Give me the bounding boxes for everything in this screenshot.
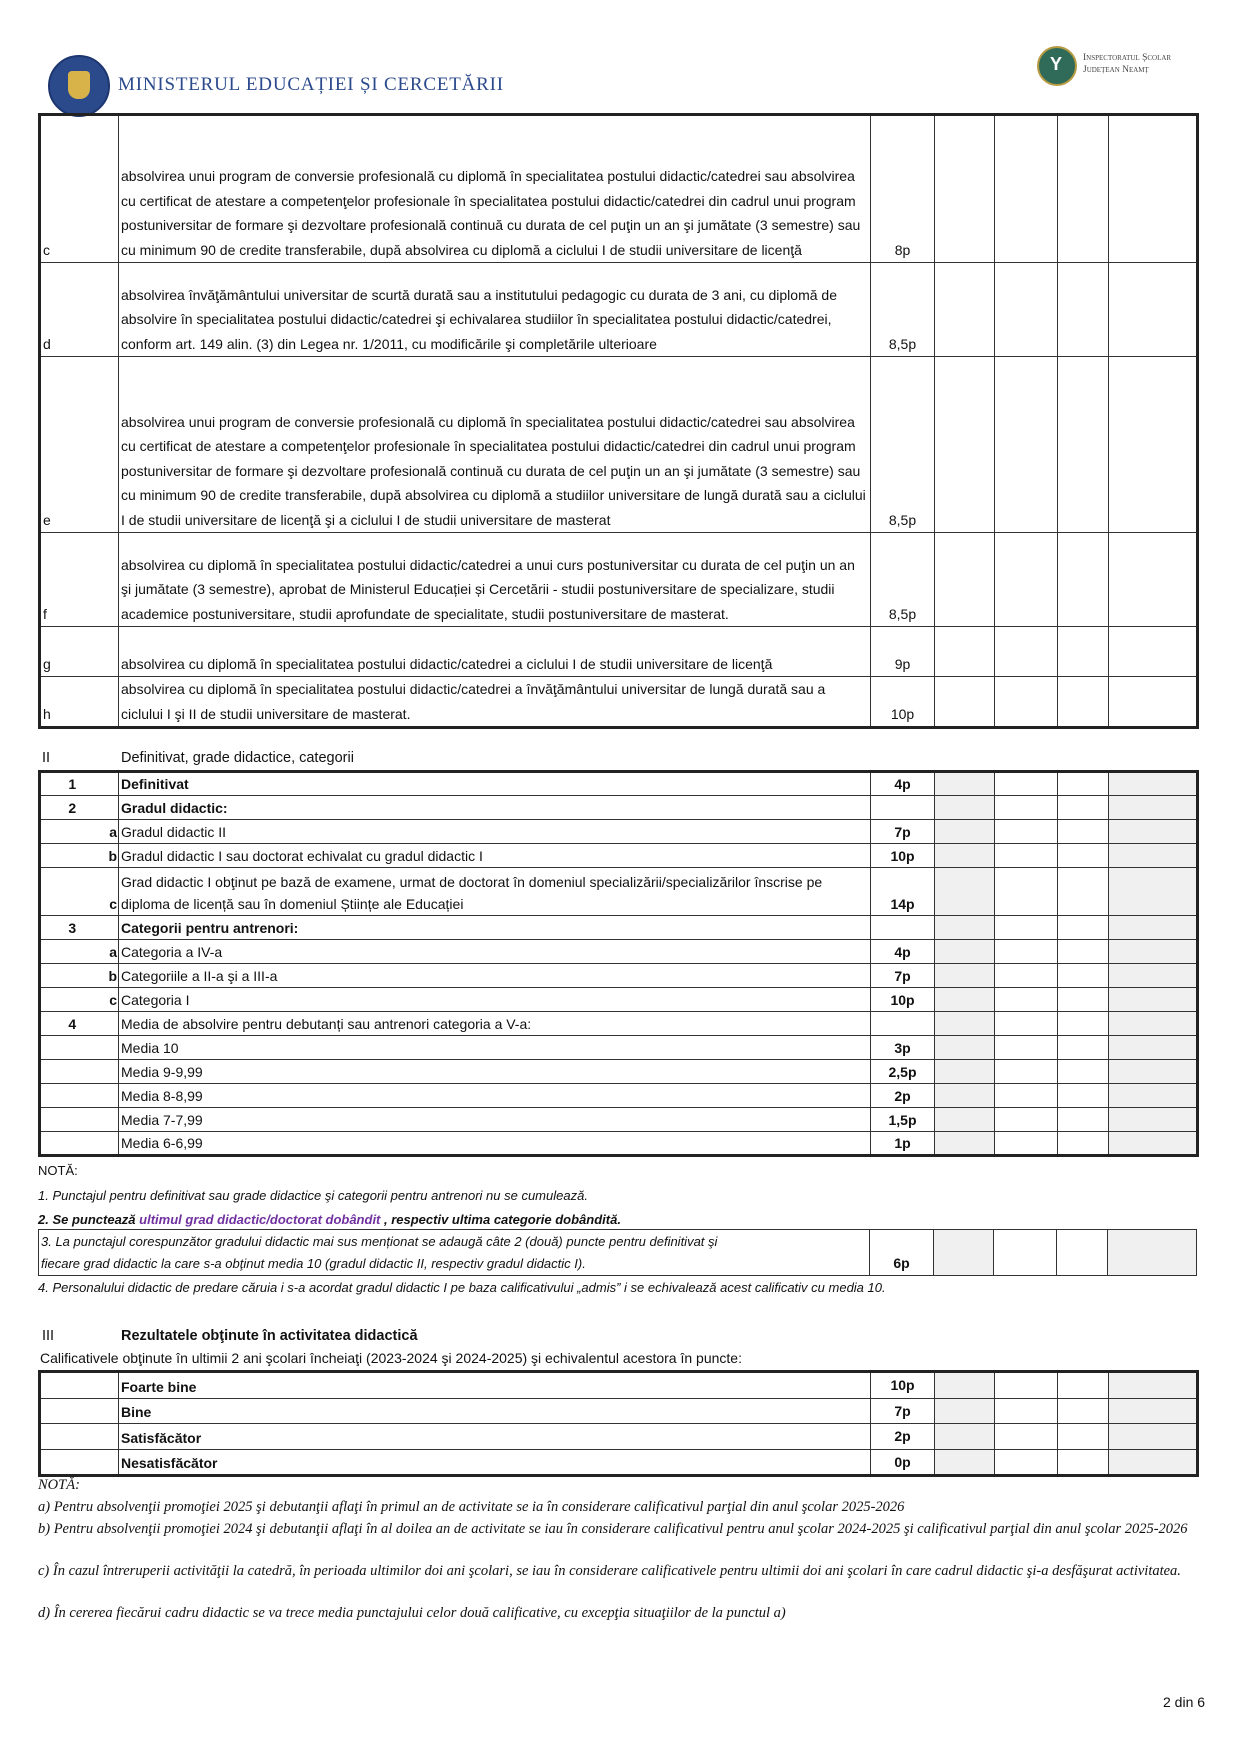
rating-points: 7p: [871, 1398, 935, 1424]
row-number: 1: [40, 772, 104, 796]
score-cell[interactable]: [935, 263, 995, 357]
row-text: Categoria a IV-a: [119, 940, 871, 964]
section-ii-title: Definitivat, grade didactice, categorii: [121, 750, 354, 766]
score-cell[interactable]: [935, 916, 995, 940]
row-sub-letter: [104, 1036, 119, 1060]
score-cell[interactable]: [995, 772, 1058, 796]
row-points: 8,5p: [871, 357, 935, 533]
score-cell[interactable]: [935, 1108, 995, 1132]
score-cell[interactable]: [995, 1060, 1058, 1084]
row-number: [40, 964, 104, 988]
table-row: [40, 1084, 1198, 1108]
score-cell[interactable]: [1058, 627, 1109, 677]
score-cell[interactable]: [935, 115, 995, 263]
row-points: 10p: [871, 844, 935, 868]
row-points: 4p: [871, 940, 935, 964]
section-ii-table: [38, 770, 1199, 1157]
score-cell[interactable]: [1058, 1132, 1109, 1156]
row-text: Media 8-8,99: [119, 1084, 871, 1108]
score-cell[interactable]: [995, 1108, 1058, 1132]
row-sub-letter: [104, 916, 119, 940]
table-row: [40, 940, 1198, 964]
row-blank: [40, 1372, 119, 1399]
section-iii-note-b: b) Pentru absolvenţii promoţiei 2024 şi debutanţii aflaţi în al doilea an de activitate se iau în considerare calificativul pentru anul şcolar 2024-2025 şi calificativul parţial din anul şcolar 2025-2026: [38, 1521, 1188, 1537]
table-row: [40, 1012, 1198, 1036]
row-points: 10p: [871, 677, 935, 728]
row-text: Gradul didactic II: [119, 820, 871, 844]
score-cell[interactable]: [1058, 533, 1109, 627]
score-cell[interactable]: [1109, 1108, 1198, 1132]
row-number: 3: [40, 916, 104, 940]
row-points: 9p: [871, 627, 935, 677]
row-points: [871, 916, 935, 940]
row-text: Media 6-6,99: [119, 1132, 871, 1156]
score-cell[interactable]: [995, 1372, 1058, 1399]
row-points: 7p: [871, 820, 935, 844]
score-cell[interactable]: [1109, 940, 1198, 964]
row-points: 10p: [871, 988, 935, 1012]
row-letter: c: [40, 115, 119, 263]
page-header: [0, 0, 1240, 112]
score-cell[interactable]: [1058, 1012, 1109, 1036]
row-letter: g: [40, 627, 119, 677]
section-ii-note-4: 4. Personalului didactic de predare căruia i s-a acordat gradul didactic I pe baza calificativului „admis” i se echivalează acest calificativ cu media 10.: [38, 1280, 886, 1295]
score-cell[interactable]: [935, 1036, 995, 1060]
score-cell[interactable]: [1058, 772, 1109, 796]
row-sub-letter: [104, 1132, 119, 1156]
row-text: Categoria I: [119, 988, 871, 1012]
row-points: 1,5p: [871, 1108, 935, 1132]
score-cell[interactable]: [1108, 1230, 1197, 1276]
score-cell[interactable]: [995, 357, 1058, 533]
score-cell[interactable]: [1058, 988, 1109, 1012]
score-cell[interactable]: [1109, 964, 1198, 988]
row-sub-letter: c: [104, 868, 119, 916]
row-sub-letter: [104, 1012, 119, 1036]
score-cell[interactable]: [995, 1084, 1058, 1108]
table-row: [40, 677, 1198, 728]
score-cell[interactable]: [1109, 796, 1198, 820]
score-cell[interactable]: [1109, 1449, 1198, 1476]
score-cell[interactable]: [1058, 796, 1109, 820]
section-iii-note-d: d) În cererea fiecărui cadru didactic se va trece media punctajului celor două calificative, cu excepţia situaţiilor de la punctul a): [38, 1605, 786, 1621]
score-cell[interactable]: [935, 1060, 995, 1084]
score-cell[interactable]: [1058, 1449, 1109, 1476]
row-number: [40, 988, 104, 1012]
row-text: absolvirea învăţământului universitar de scurtă durată sau a institutului pedagogic cu durata de 3 ani, cu diplomă de absolvire în specialitatea postului didactic/catedrei şi echivalarea studiilor în specialitatea postului didactic/catedrei, conform art. 149 alin. (3) din Legea nr. 1/2011, cu modificările şi completările ulterioare: [119, 263, 871, 357]
section-iii-subtitle: Calificativele obţinute în ultimii 2 ani şcolari încheiaţi (2023-2024 şi 2024-2025) şi echivalentul acestora în puncte:: [40, 1350, 742, 1366]
row-text: absolvirea cu diplomă în specialitatea postului didactic/catedrei a învăţământului universitar de lungă durată sau a ciclului I şi II de studii universitare de masterat.: [119, 677, 871, 728]
score-cell[interactable]: [1109, 1132, 1198, 1156]
score-cell[interactable]: [995, 988, 1058, 1012]
row-number: [40, 1108, 104, 1132]
score-cell[interactable]: [935, 533, 995, 627]
table-row: [40, 1132, 1198, 1156]
score-cell[interactable]: [995, 1449, 1058, 1476]
score-cell[interactable]: [1058, 820, 1109, 844]
note-3-points: 6p: [870, 1230, 934, 1276]
section-ii-note-3-table: [38, 1229, 1197, 1276]
table-row: [40, 1398, 1198, 1424]
score-cell[interactable]: [1109, 772, 1198, 796]
section-iii-note-a: a) Pentru absolvenţii promoţiei 2025 şi debutanţii aflaţi în primul an de activitate se ia în considerare calificativul parţial din anul şcolar 2025-2026: [38, 1499, 905, 1515]
score-cell[interactable]: [995, 1012, 1058, 1036]
row-points: 7p: [871, 964, 935, 988]
score-cell[interactable]: [1058, 1060, 1109, 1084]
score-cell[interactable]: [935, 357, 995, 533]
score-cell[interactable]: [995, 940, 1058, 964]
table-row: [40, 964, 1198, 988]
score-cell[interactable]: [1058, 1036, 1109, 1060]
score-cell[interactable]: [934, 1230, 994, 1276]
row-text: Gradul didactic:: [119, 796, 871, 820]
score-cell[interactable]: [995, 868, 1058, 916]
row-text: Media de absolvire pentru debutanți sau antrenori categoria a V-a:: [119, 1012, 871, 1036]
score-cell[interactable]: [935, 1012, 995, 1036]
row-points: 2p: [871, 1084, 935, 1108]
row-text: Media 9-9,99: [119, 1060, 871, 1084]
rating-points: 0p: [871, 1449, 935, 1476]
row-number: 4: [40, 1012, 104, 1036]
isj-neamt-emblem-icon: [1037, 46, 1077, 86]
score-cell[interactable]: [1109, 1060, 1198, 1084]
page-number: 2 din 6: [1163, 1694, 1206, 1710]
score-cell[interactable]: [935, 988, 995, 1012]
row-points: [871, 1012, 935, 1036]
score-cell[interactable]: [995, 115, 1058, 263]
score-cell[interactable]: [935, 772, 995, 796]
row-text: absolvirea cu diplomă în specialitatea postului didactic/catedrei a ciclului I de studii universitare de licenţă: [119, 627, 871, 677]
score-cell[interactable]: [995, 964, 1058, 988]
score-cell[interactable]: [935, 964, 995, 988]
row-number: [40, 1036, 104, 1060]
rating-label: Foarte bine: [119, 1372, 871, 1399]
row-number: [40, 820, 104, 844]
table-row: [40, 1060, 1198, 1084]
score-cell[interactable]: [1057, 1230, 1108, 1276]
row-sub-letter: a: [104, 940, 119, 964]
table-row: [40, 1449, 1198, 1476]
score-cell[interactable]: [995, 627, 1058, 677]
score-cell[interactable]: [935, 820, 995, 844]
score-cell[interactable]: [1109, 1372, 1198, 1399]
row-text: Categorii pentru antrenori:: [119, 916, 871, 940]
row-number: [40, 868, 104, 916]
score-cell[interactable]: [1058, 844, 1109, 868]
table-row: [40, 627, 1198, 677]
row-sub-letter: a: [104, 820, 119, 844]
rating-label: Nesatisfăcător: [119, 1449, 871, 1476]
score-cell[interactable]: [995, 533, 1058, 627]
row-blank: [40, 1398, 119, 1424]
row-letter: f: [40, 533, 119, 627]
row-text: Media 10: [119, 1036, 871, 1060]
table-row: [40, 844, 1198, 868]
score-cell[interactable]: [1109, 1424, 1198, 1450]
section-iii-note-label: NOTĂ:: [38, 1477, 80, 1493]
score-cell[interactable]: [935, 1084, 995, 1108]
score-cell[interactable]: [995, 1036, 1058, 1060]
row-points: 1p: [871, 1132, 935, 1156]
row-points: 4p: [871, 772, 935, 796]
note-3-line1: 3. La punctajul corespunzător gradului didactic mai sus menționat se adaugă câte 2 (două) puncte pentru definitivat şi: [41, 1234, 718, 1249]
table-row: [40, 263, 1198, 357]
section-ii-note-1: 1. Punctajul pentru definitivat sau grade didactice şi categorii pentru antrenori nu se cumulează.: [38, 1188, 588, 1203]
score-cell[interactable]: [1109, 627, 1198, 677]
row-text: absolvirea unui program de conversie profesională cu diplomă în specialitatea postului didactic/catedrei sau absolvirea cu certificat de atestare a competenţelor profesionale în specialitatea postului didactic/catedrei din cadrul unui program postuniversitar de formare şi dezvoltare profesională continuă cu durata de cel puţin un an şi jumătate (3 semestre) sau cu minimum 90 de credite transferabile, după absolvirea cu diplomă a studiilor universitare de lungă durată sau a ciclului I de studii universitare de licenţă şi a ciclului I de studii universitare de masterat: [119, 357, 871, 533]
row-points: 8p: [871, 115, 935, 263]
table-row: [40, 772, 1198, 796]
row-text: Grad didactic I obţinut pe bază de examene, urmat de doctorat în domeniul specializării/specializărilor înscrise pe diploma de licență sau în domeniul Științe ale Educației: [119, 868, 871, 916]
row-points: 8,5p: [871, 533, 935, 627]
score-cell[interactable]: [995, 916, 1058, 940]
row-number: 2: [40, 796, 104, 820]
rating-label: Satisfăcător: [119, 1424, 871, 1450]
score-cell[interactable]: [935, 677, 995, 728]
rating-points: 10p: [871, 1372, 935, 1399]
row-letter: e: [40, 357, 119, 533]
score-cell[interactable]: [1058, 677, 1109, 728]
section-ii-roman: II: [42, 750, 51, 766]
table-row: [40, 1108, 1198, 1132]
score-cell[interactable]: [1058, 940, 1109, 964]
score-cell[interactable]: [995, 796, 1058, 820]
table-row: [40, 1424, 1198, 1450]
score-cell[interactable]: [1058, 964, 1109, 988]
row-text: Gradul didactic I sau doctorat echivalat cu gradul didactic I: [119, 844, 871, 868]
row-sub-letter: [104, 796, 119, 820]
score-cell[interactable]: [1109, 115, 1198, 263]
score-cell[interactable]: [935, 1398, 995, 1424]
score-cell[interactable]: [1058, 916, 1109, 940]
table-row: [40, 1036, 1198, 1060]
table-row: [40, 533, 1198, 627]
row-number: [40, 1132, 104, 1156]
score-cell[interactable]: [995, 1132, 1058, 1156]
row-text: Categoriile a II-a şi a III-a: [119, 964, 871, 988]
rating-label: Bine: [119, 1398, 871, 1424]
score-cell[interactable]: [935, 627, 995, 677]
row-sub-letter: [104, 1084, 119, 1108]
score-cell[interactable]: [1058, 115, 1109, 263]
score-cell[interactable]: [1109, 533, 1198, 627]
section-i-table: [38, 113, 1199, 729]
rating-points: 2p: [871, 1424, 935, 1450]
score-cell[interactable]: [1058, 263, 1109, 357]
score-cell[interactable]: [1109, 844, 1198, 868]
row-text: Definitivat: [119, 772, 871, 796]
row-blank: [40, 1449, 119, 1476]
score-cell[interactable]: [1109, 263, 1198, 357]
section-iii-table: [38, 1370, 1199, 1477]
score-cell[interactable]: [1058, 1372, 1109, 1399]
table-row: [40, 796, 1198, 820]
table-row: [40, 357, 1198, 533]
score-cell[interactable]: [1109, 1036, 1198, 1060]
row-number: [40, 1060, 104, 1084]
section-iii-title: Rezultatele obţinute în activitatea didactică: [121, 1328, 418, 1344]
score-cell[interactable]: [1109, 1012, 1198, 1036]
score-cell[interactable]: [1109, 357, 1198, 533]
score-cell[interactable]: [1109, 916, 1198, 940]
table-row: [40, 868, 1198, 916]
row-sub-letter: b: [104, 844, 119, 868]
score-cell[interactable]: [1109, 1084, 1198, 1108]
row-letter: h: [40, 677, 119, 728]
row-blank: [40, 1424, 119, 1450]
table-row: [40, 1372, 1198, 1399]
guvernul-romaniei-seal-icon: [48, 55, 110, 117]
score-cell[interactable]: [1058, 357, 1109, 533]
table-row: [40, 820, 1198, 844]
score-cell[interactable]: [1058, 868, 1109, 916]
table-row: [40, 916, 1198, 940]
score-cell[interactable]: [995, 1424, 1058, 1450]
section-iii-roman: III: [42, 1328, 55, 1344]
row-number: [40, 1084, 104, 1108]
score-cell[interactable]: [1058, 1108, 1109, 1132]
score-cell[interactable]: [995, 1398, 1058, 1424]
note-2-prefix: 2. Se punctează: [38, 1212, 140, 1227]
row-number: [40, 940, 104, 964]
score-cell[interactable]: [935, 1424, 995, 1450]
score-cell[interactable]: [995, 677, 1058, 728]
score-cell[interactable]: [995, 263, 1058, 357]
score-cell[interactable]: [995, 844, 1058, 868]
score-cell[interactable]: [935, 844, 995, 868]
score-cell[interactable]: [1109, 1398, 1198, 1424]
isj-title-line2: Județean Neamț: [1083, 65, 1149, 75]
score-cell[interactable]: [935, 1132, 995, 1156]
score-cell[interactable]: [1058, 1424, 1109, 1450]
table-row: [39, 1230, 1197, 1276]
row-points: [871, 796, 935, 820]
score-cell[interactable]: [1058, 1084, 1109, 1108]
section-ii-note-2: [38, 1212, 621, 1227]
score-cell[interactable]: [1109, 677, 1198, 728]
isj-title-line1: Inspectoratul Școlar: [1083, 53, 1172, 63]
note-2-highlight: ultimul grad didactic/doctorat dobândit: [139, 1212, 381, 1227]
score-cell[interactable]: [1058, 1398, 1109, 1424]
score-cell[interactable]: [995, 820, 1058, 844]
row-text: absolvirea unui program de conversie profesională cu diplomă în specialitatea postului didactic/catedrei sau absolvirea cu certificat de atestare a competenţelor profesionale în specialitatea postului didactic/catedrei din cadrul unui program postuniversitar de formare şi dezvoltare profesională continuă cu durata de cel puţin un an şi jumătate (3 semestre) sau cu minimum 90 de credite transferabile, după absolvirea cu diplomă a ciclului I de studii universitare de licenţă: [119, 115, 871, 263]
ministry-title: MINISTERUL EDUCAȚIEI ȘI CERCETĂRII: [118, 74, 504, 95]
row-points: 3p: [871, 1036, 935, 1060]
row-sub-letter: [104, 772, 119, 796]
score-cell[interactable]: [935, 1449, 995, 1476]
note-2-suffix: , respectiv ultima categorie dobândită.: [380, 1212, 621, 1227]
table-row: [40, 988, 1198, 1012]
row-text: Media 7-7,99: [119, 1108, 871, 1132]
score-cell[interactable]: [1109, 868, 1198, 916]
isj-title: [1083, 52, 1171, 76]
note-3-text: [39, 1230, 870, 1276]
row-text: absolvirea cu diplomă în specialitatea postului didactic/catedrei a unui curs postuniversitar cu durata de cel puţin un an şi jumătate (3 semestre), aprobat de Ministerul Educației și Cercetării - studii postuniversitare de specializare, studii academice postuniversitare, studii aprofundate de specialitate, studii postuniversitare de masterat.: [119, 533, 871, 627]
section-ii-note-label: NOTĂ:: [38, 1163, 78, 1178]
row-sub-letter: [104, 1108, 119, 1132]
table-row: [40, 115, 1198, 263]
score-cell[interactable]: [1109, 988, 1198, 1012]
row-points: 8,5p: [871, 263, 935, 357]
score-cell[interactable]: [1109, 820, 1198, 844]
score-cell[interactable]: [994, 1230, 1057, 1276]
row-sub-letter: b: [104, 964, 119, 988]
row-points: 2,5p: [871, 1060, 935, 1084]
row-letter: d: [40, 263, 119, 357]
row-points: 14p: [871, 868, 935, 916]
score-cell[interactable]: [935, 1372, 995, 1399]
score-cell[interactable]: [935, 940, 995, 964]
row-sub-letter: c: [104, 988, 119, 1012]
score-cell[interactable]: [935, 796, 995, 820]
row-sub-letter: [104, 1060, 119, 1084]
score-cell[interactable]: [935, 868, 995, 916]
note-3-line2: fiecare grad didactic la care s-a obţinut media 10 (gradul didactic II, respectiv gradul didactic I).: [41, 1256, 586, 1271]
row-number: [40, 844, 104, 868]
section-iii-note-c: c) În cazul întreruperii activităţii la catedră, în perioada ultimilor doi ani şcolari, se iau în considerare calificativele pentru ultimii doi ani şcolari în care cadrul didactic şi-a desfăşurat activitatea.: [38, 1563, 1181, 1579]
